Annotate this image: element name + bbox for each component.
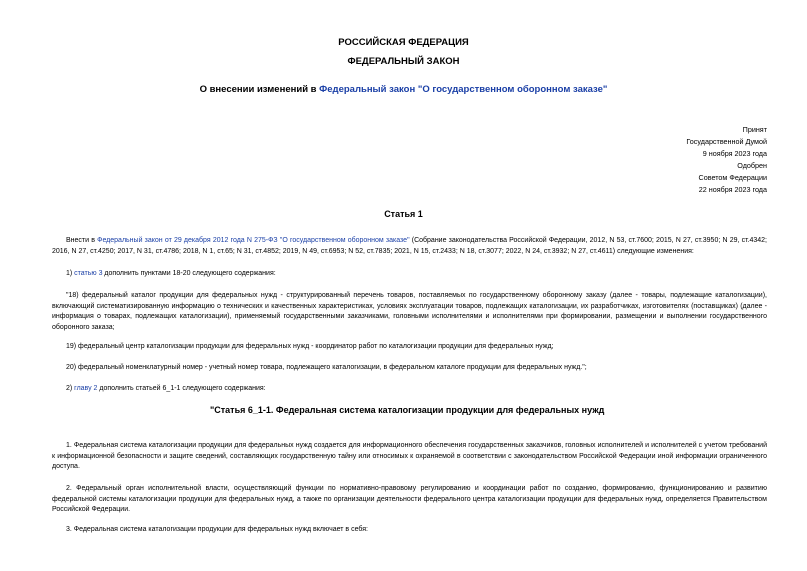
law-type-heading: ФЕДЕРАЛЬНЫЙ ЗАКОН [347, 56, 460, 67]
law-title-prefix: О внесении изменений в [199, 84, 320, 95]
adoption-line: 22 ноября 2023 года [698, 185, 767, 194]
item-1-prefix: 1) [66, 270, 75, 277]
adoption-line: 9 ноября 2023 года [702, 149, 767, 158]
law-title [0, 84, 807, 95]
adoption-line: Принят [742, 125, 767, 134]
item-2-suffix: дополнить статьей 6_1-1 следующего содержания: [97, 385, 266, 392]
adoption-block [686, 124, 767, 196]
adoption-line: Одобрен [737, 161, 767, 170]
item-1 [66, 270, 276, 277]
paragraph-20: 20) федеральный номенклатурный номер - учетный номер товара, подлежащего каталогизации, в федеральном каталоге продукции для федеральных нужд."; [66, 364, 587, 371]
item-1-suffix: дополнить пунктами 18-20 следующего содержания: [102, 270, 276, 277]
intro-law-link[interactable]: Федеральный закон от 29 декабря 2012 года N 275-ФЗ "О государственном оборонном заказе" [97, 237, 410, 244]
new-article-paragraph-3: 3. Федеральная система каталогизации продукции для федеральных нужд включает в себя: [66, 526, 368, 533]
adoption-line: Государственной Думой [686, 137, 767, 146]
article-1-heading: Статья 1 [384, 209, 423, 219]
item-2-prefix: 2) [66, 385, 75, 392]
intro-prefix: Внести в [66, 237, 98, 244]
item-2-link[interactable]: главу 2 [74, 385, 98, 392]
new-article-paragraph-2: 2. Федеральный орган исполнительной власти, осуществляющий функции по нормативно-правовому регулированию и координации работ по созданию, формированию, функционированию и развитию федеральной системы каталогизации продукции для федеральных нужд, а также по организации деятельности федерального центра каталогизации продукции для федеральных нужд, определяется Правительством Российской Федерации. [52, 485, 767, 514]
item-2 [66, 385, 266, 392]
paragraph-19: 19) федеральный центр каталогизации продукции для федеральных нужд - координатор работ по каталогизации продукции для федеральных нужд; [66, 343, 554, 350]
country-heading: РОССИЙСКАЯ ФЕДЕРАЦИЯ [338, 37, 469, 48]
adoption-line: Советом Федерации [698, 173, 767, 182]
law-title-link[interactable]: Федеральный закон "О государственном оборонном заказе" [319, 84, 608, 95]
intro-suffix: (Собрание законодательства Российской Федерации, 2012, N 53, ст.7600; 2015, N 27, ст.3950; N 29, ст.4342; 2016, N 27, ст.4250; 2017, N 31, ст.4786; 2018, N 1, ст.65; N 31, ст.4852; 2019, N 49, ст.6953; N 52, ст.7835; 2021, N 15, ст.2433; N 18, ст.3077; 2022, N 24, ст.3932; N 27, ст.4611) следующие изменения: [52, 237, 767, 255]
article-1-intro [52, 236, 767, 257]
new-article-heading: "Статья 6_1-1. Федеральная система каталогизации продукции для федеральных нужд [210, 405, 605, 415]
item-1-link[interactable]: статью 3 [74, 270, 103, 277]
new-article-paragraph-1: 1. Федеральная система каталогизации продукции для федеральных нужд создается для информационного обеспечения государственных заказчиков, головных исполнителей и исполнителей с учетом требований к информационной безопасности и защите сведений, составляющих государственную тайну или относимых к охраняемой в соответствии с законодательством Российской Федерации иной информации ограниченного доступа. [52, 442, 767, 471]
paragraph-18: "18) федеральный каталог продукции для федеральных нужд - структурированный перечень товаров, поставляемых по государственному оборонному заказу (далее - товары, подлежащие каталогизации), включающий систематизированную информацию о технических и качественных характеристиках, условиях эксплуатации товаров, подлежащих каталогизации, их разработчиках, изготовителях (поставщиках) (далее - информация о товарах, подлежащих каталогизации), применяемый государственными заказчиками, головными исполнителями и исполнителями при формировании, размещении и выполнении государственного оборонного заказа; [52, 292, 767, 332]
